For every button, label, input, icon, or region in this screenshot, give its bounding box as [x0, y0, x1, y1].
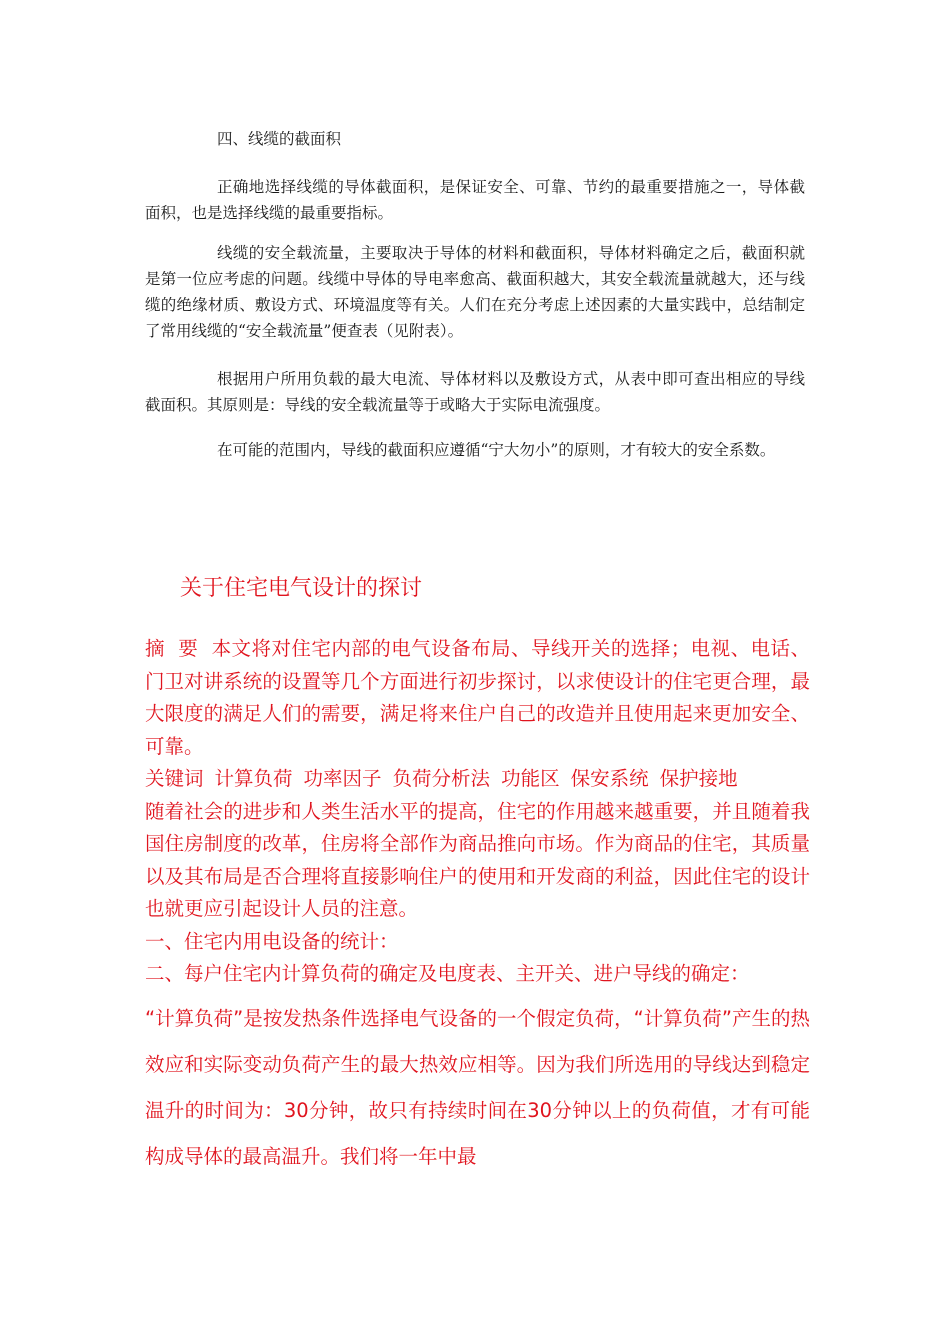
keyword: 保安系统	[570, 767, 649, 790]
section-paragraph: 正确地选择线缆的导体截面积，是保证安全、可靠、节约的最重要措施之一，导体截面积，也是选择线缆的最重要指标。	[145, 178, 805, 222]
intro-paragraph: 随着社会的进步和人类生活水平的提高，住宅的作用越来越重要，并且随着我国住房制度的改革，住房将全部作为商品推向市场。作为商品的住宅，其质量以及其布局是否合理将直接影响住户的使用和开发商的利益，因此住宅的设计也就更应引起设计人员的注意。	[145, 799, 810, 920]
keyword: 功率因子	[303, 767, 382, 790]
section-paragraph: 线缆的安全载流量，主要取决于导体的材料和截面积，导体材料确定之后，截面积就是第一位应考虑的问题。线缆中导体的导电率愈高、截面积越大，其安全载流量就越大，还与线缆的绝缘材质、敷设方式、环境温度等有关。人们在充分考虑上述因素的大量实践中，总结制定了常用线缆的“安全载流量”便查表（见附表）。	[145, 244, 805, 340]
body-paragraph: “计算负荷”是按发热条件选择电气设备的一个假定负荷，“计算负荷”产生的热效应和实际变动负荷产生的最大热效应相等。因为我们所选用的导线达到稳定温升的时间为：30分钟，故只有持续时间在30分钟以上的负荷值，才有可能构成导体的最高温升。我们将一年中最	[145, 1007, 810, 1168]
article-title: 关于住宅电气设计的探讨	[180, 576, 423, 601]
section-paragraph: 根据用户所用负载的最大电流、导体材料以及敷设方式，从表中即可查出相应的导线截面积。其原则是：导线的安全载流量等于或略大于实际电流强度。	[145, 370, 805, 414]
keywords-line	[145, 763, 810, 796]
article-body	[145, 996, 810, 1180]
keyword: 负荷分析法	[392, 767, 491, 790]
keyword: 功能区	[501, 767, 560, 790]
keywords-label: 关键词	[145, 767, 204, 790]
section-paragraph: 在可能的范围内，导线的截面积应遵循“宁大勿小”的原则，才有较大的安全系数。	[217, 441, 776, 459]
article-front-matter	[145, 633, 810, 991]
keyword: 保护接地	[659, 767, 738, 790]
subheading-two: 二、每户住宅内计算负荷的确定及电度表、主开关、进户导线的确定：	[145, 962, 750, 985]
keyword: 计算负荷	[214, 767, 293, 790]
abstract-paragraph: 摘 要 本文将对住宅内部的电气设备布局、导线开关的选择；电视、电话、门卫对讲系统的设置等几个方面进行初步探讨，以求使设计的住宅更合理，最大限度的满足人们的需要，满足将来住户自己的改造并且使用起来更加安全、可靠。	[145, 637, 810, 758]
section-heading: 四、线缆的截面积	[217, 130, 342, 148]
subheading-one: 一、住宅内用电设备的统计：	[145, 929, 399, 953]
